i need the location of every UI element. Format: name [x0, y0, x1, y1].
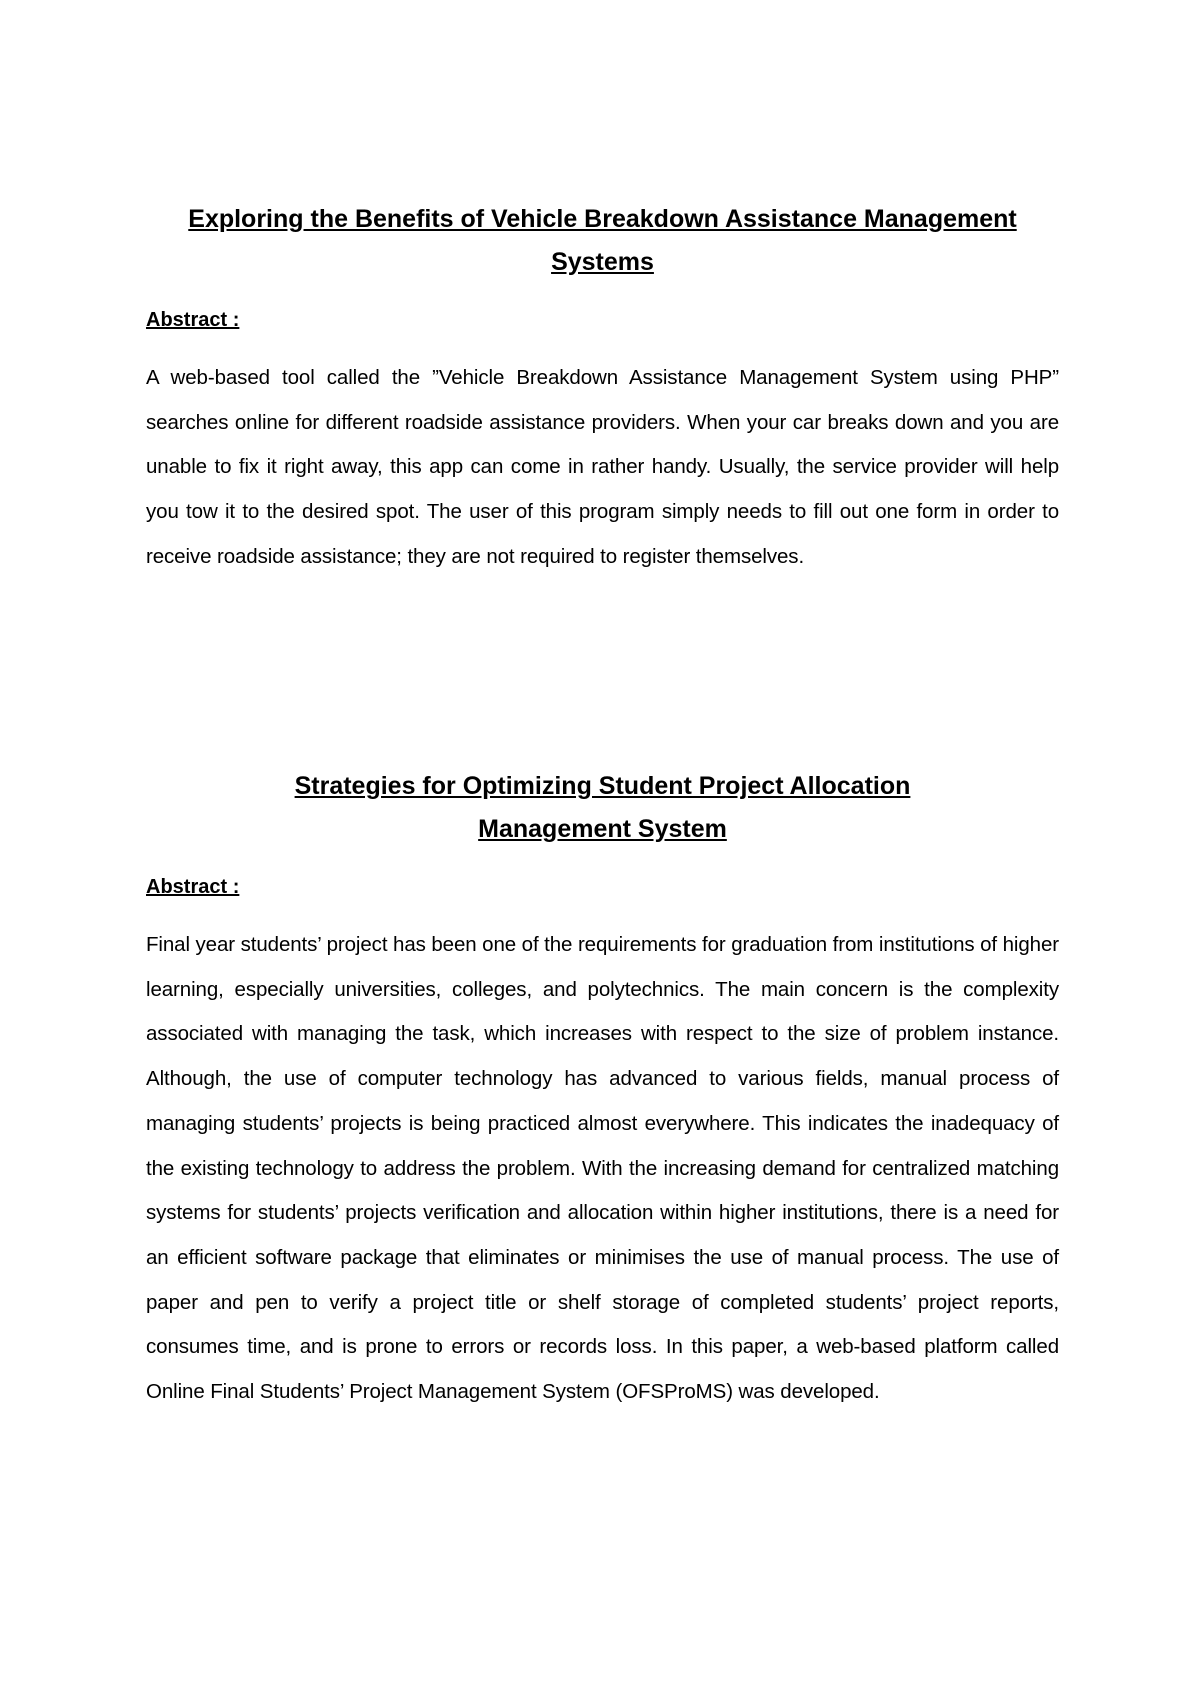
abstract-label: Abstract :: [146, 309, 240, 331]
section-vehicle-breakdown: [146, 198, 1059, 568]
section-title-line-2: Management System: [478, 815, 727, 843]
section-title-line-1: Exploring the Benefits of Vehicle Breakdown Assistance Management: [188, 205, 1017, 233]
abstract-text: Final year students’ project has been one of the requirements for graduation from institutions of higher learning, especially universities, colleges, and polytechnics. The main concern is the complexity associated with managing the task, which increases with respect to the size of problem instance. Although, the use of computer technology has advanced to various fields, manual process of managing students’ projects is being practiced almost everywhere. This indicates the inadequacy of the existing technology to address the problem. With the increasing demand for centralized matching systems for students’ projects verification and allocation within higher institutions, there is a need for an efficient software package that eliminates or minimises the use of manual process. The use of paper and pen to verify a project title or shelf storage of completed students’ project reports, consumes time, and is prone to errors or records loss. In this paper, a web-based platform called Online Final Students’ Project Management System (OFSProMS) was developed.: [146, 933, 1060, 1404]
section-student-project: [146, 765, 1060, 1404]
section-title-line-1: Strategies for Optimizing Student Project Allocation: [294, 772, 911, 800]
abstract-label: Abstract :: [146, 876, 240, 898]
section-title-line-2: Systems: [551, 248, 654, 276]
abstract-text: A web-based tool called the ”Vehicle Breakdown Assistance Management System using PHP” searches online for different roadside assistance providers. When your car breaks down and you are unable to fix it right away, this app can come in rather handy. Usually, the service provider will help you tow it to the desired spot. The user of this program simply needs to fill out one form in order to receive roadside assistance; they are not required to register themselves.: [146, 366, 1059, 568]
section-title: [146, 198, 1059, 284]
section-title: [146, 765, 1059, 851]
